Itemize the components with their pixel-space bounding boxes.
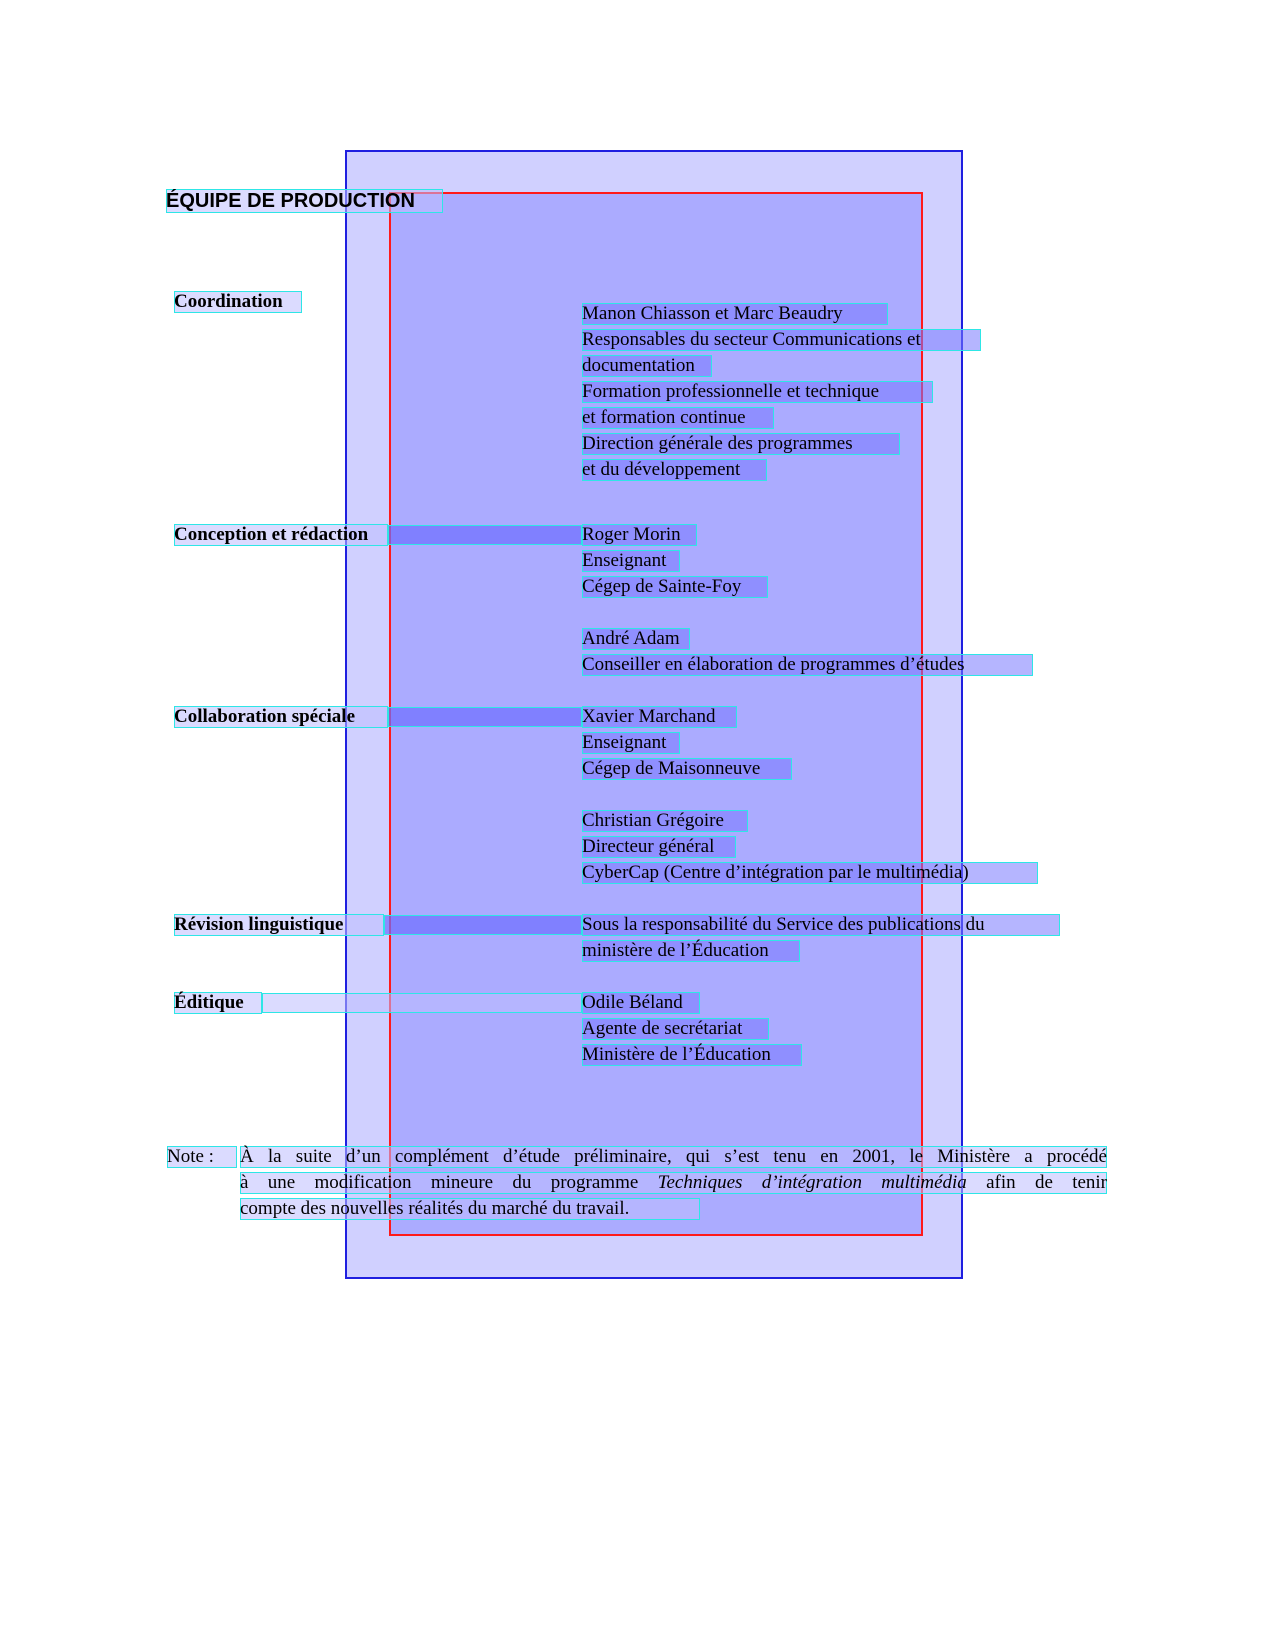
page-title: ÉQUIPE DE PRODUCTION: [166, 189, 443, 213]
label-connector: [388, 707, 582, 727]
conception-line: Cégep de Sainte-Foy: [582, 576, 768, 598]
coordination-line: et formation continue: [582, 407, 774, 429]
editique-line: Odile Béland: [582, 992, 700, 1014]
collaboration-line: Cégep de Maisonneuve: [582, 758, 792, 780]
revision-line: ministère de l’Éducation: [582, 940, 800, 962]
conception-line: Enseignant: [582, 550, 680, 572]
note-line: compte des nouvelles réalités du marché du travail.: [240, 1198, 700, 1220]
section-label-editique: Éditique: [174, 992, 262, 1014]
collaboration-line: Enseignant: [582, 732, 680, 754]
editique-line: Agente de secrétariat: [582, 1018, 769, 1040]
conception-line: André Adam: [582, 628, 690, 650]
label-connector: [388, 525, 582, 545]
editique-line: Ministère de l’Éducation: [582, 1044, 802, 1066]
section-label-collaboration: Collaboration spéciale: [174, 706, 388, 728]
collaboration-line: CyberCap (Centre d’intégration par le multimédia): [582, 862, 1038, 884]
coordination-line: Manon Chiasson et Marc Beaudry: [582, 303, 888, 325]
label-connector: [262, 993, 582, 1013]
coordination-line: et du développement: [582, 459, 767, 481]
coordination-line: documentation: [582, 355, 712, 377]
collaboration-line: Directeur général: [582, 836, 736, 858]
note-line: À la suite d’un complément d’étude préliminaire, qui s’est tenu en 2001, le Ministère a procédé: [240, 1146, 1107, 1167]
label-connector: [384, 915, 582, 935]
conception-line: Conseiller en élaboration de programmes d’études: [582, 654, 1033, 676]
note-line2-text: afin de tenir: [986, 1172, 1108, 1193]
section-label-revision: Révision linguistique: [174, 914, 384, 936]
collaboration-line: Christian Grégoire: [582, 810, 748, 832]
conception-line: Roger Morin: [582, 524, 697, 546]
note-line: [240, 1172, 1107, 1194]
coordination-line: Responsables du secteur Communications et: [582, 329, 981, 351]
note-label: Note :: [167, 1146, 237, 1168]
section-label-coordination: Coordination: [174, 291, 302, 313]
note-line2-text: à une modification mineure du programme: [240, 1172, 639, 1193]
revision-line: Sous la responsabilité du Service des publications du: [582, 914, 1060, 936]
program-name: Techniques d’intégration multimédia: [657, 1172, 967, 1193]
collaboration-line: Xavier Marchand: [582, 706, 737, 728]
section-label-conception: Conception et rédaction: [174, 524, 388, 546]
coordination-line: Formation professionnelle et technique: [582, 381, 933, 403]
coordination-line: Direction générale des programmes: [582, 433, 900, 455]
